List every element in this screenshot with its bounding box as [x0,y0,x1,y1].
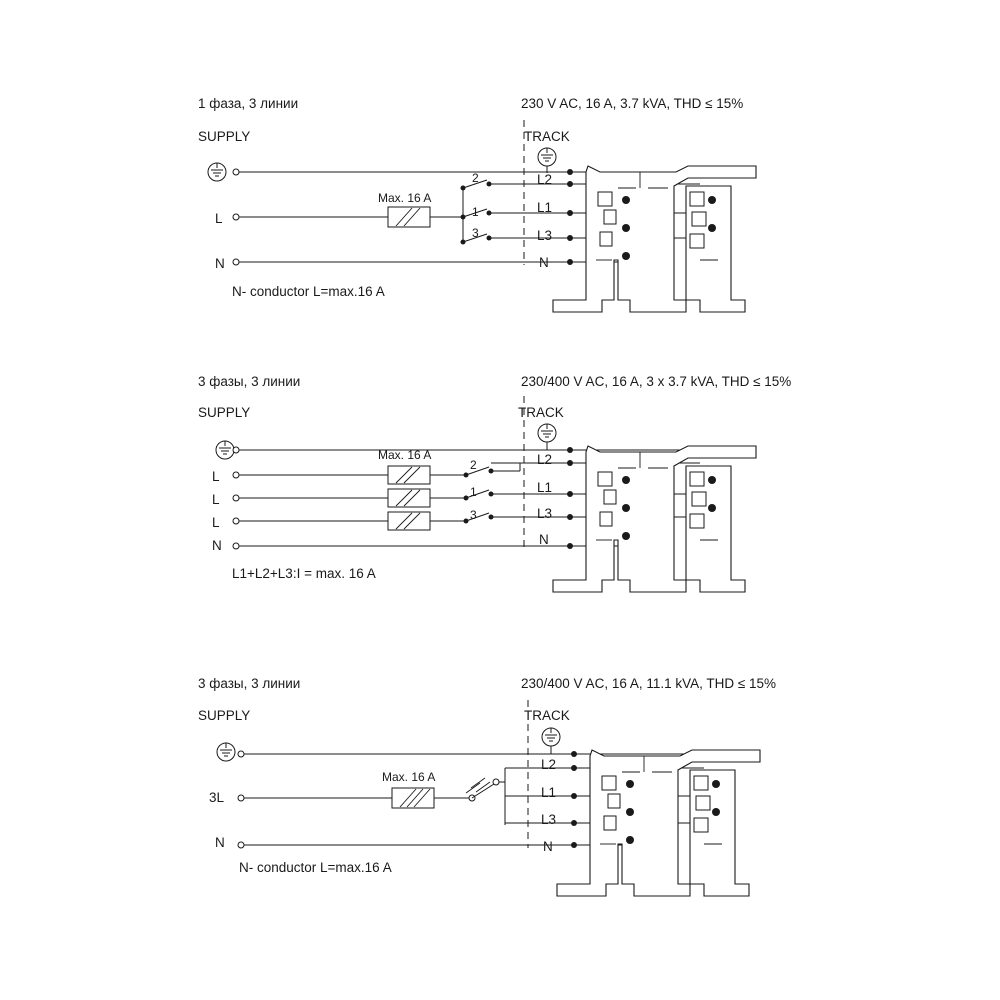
supply-terminal-L-label: L [215,211,223,226]
track-conductor-L3: L3 [541,812,557,827]
track-conductor-L1: L1 [537,480,553,495]
supply-terminal-N-label: N [215,835,225,850]
track-conductor-L3: L3 [537,228,553,243]
track-conductor-L2: L2 [541,757,557,772]
diagram-note: N- conductor L=max.16 A [232,284,385,299]
earth-ground-icon [217,743,235,761]
supply-terminal-L1-label: L [212,469,220,484]
supply-terminal-N-label: N [212,538,222,553]
switch-number-3: 3 [470,508,477,522]
diagram-rating: 230/400 V AC, 16 A, 3 x 3.7 kVA, THD ≤ 15% [521,374,792,389]
earth-ground-icon [208,163,226,181]
track-conductor-N: N [539,255,549,270]
track-label: TRACK [524,129,570,144]
switch-number-1: 1 [470,485,477,499]
switch-number-1: 1 [472,205,479,219]
diagram-title: 1 фаза, 3 линии [198,96,299,111]
earth-ground-icon-track [538,424,556,450]
diagram-3-graphics [0,640,1000,920]
track-conductor-L2: L2 [537,452,553,467]
supply-terminal-L2-label: L [212,492,220,507]
track-label: TRACK [518,405,564,420]
diagram-rating: 230 V AC, 16 A, 3.7 kVA, THD ≤ 15% [521,96,744,111]
diagram-title: 3 фазы, 3 линии [198,676,301,691]
track-conductor-L2: L2 [537,172,553,187]
diagram-2-graphics [0,340,1000,600]
track-profile-cross-section [553,446,756,592]
earth-ground-icon [216,441,234,459]
track-conductor-N: N [543,839,553,854]
supply-terminal-L3-label: L [212,515,220,530]
earth-ground-icon-track [542,728,560,754]
supply-label: SUPPLY [198,129,251,144]
supply-terminal-N-label: N [215,256,225,271]
diagram-title: 3 фазы, 3 линии [198,374,301,389]
diagram-single-phase-3-line [0,60,1000,320]
earth-ground-icon-track [538,148,556,173]
track-conductor-L3: L3 [537,506,553,521]
diagram-1-graphics [0,60,1000,320]
supply-label: SUPPLY [198,405,251,420]
switch-number-2: 2 [470,458,477,472]
diagram-three-phase-3-line-b [0,640,1000,920]
track-conductor-L1: L1 [541,785,557,800]
switch-number-2: 2 [472,171,479,185]
fuse-rating-label: Max. 16 A [382,770,436,784]
track-conductor-N: N [539,532,549,547]
diagram-rating: 230/400 V AC, 16 A, 11.1 kVA, THD ≤ 15% [521,676,777,691]
switch-number-3: 3 [472,226,479,240]
diagram-three-phase-3-line-a [0,340,1000,600]
supply-terminal-3L-label: 3L [209,790,225,805]
supply-label: SUPPLY [198,708,251,723]
diagram-note: L1+L2+L3:I = max. 16 A [232,566,376,581]
diagram-note: N- conductor L=max.16 A [239,860,392,875]
fuse-rating-label: Max. 16 A [378,448,432,462]
track-label: TRACK [524,708,570,723]
track-profile-cross-section [553,166,756,312]
track-conductor-L1: L1 [537,200,553,215]
fuse-rating-label: Max. 16 A [378,191,432,205]
